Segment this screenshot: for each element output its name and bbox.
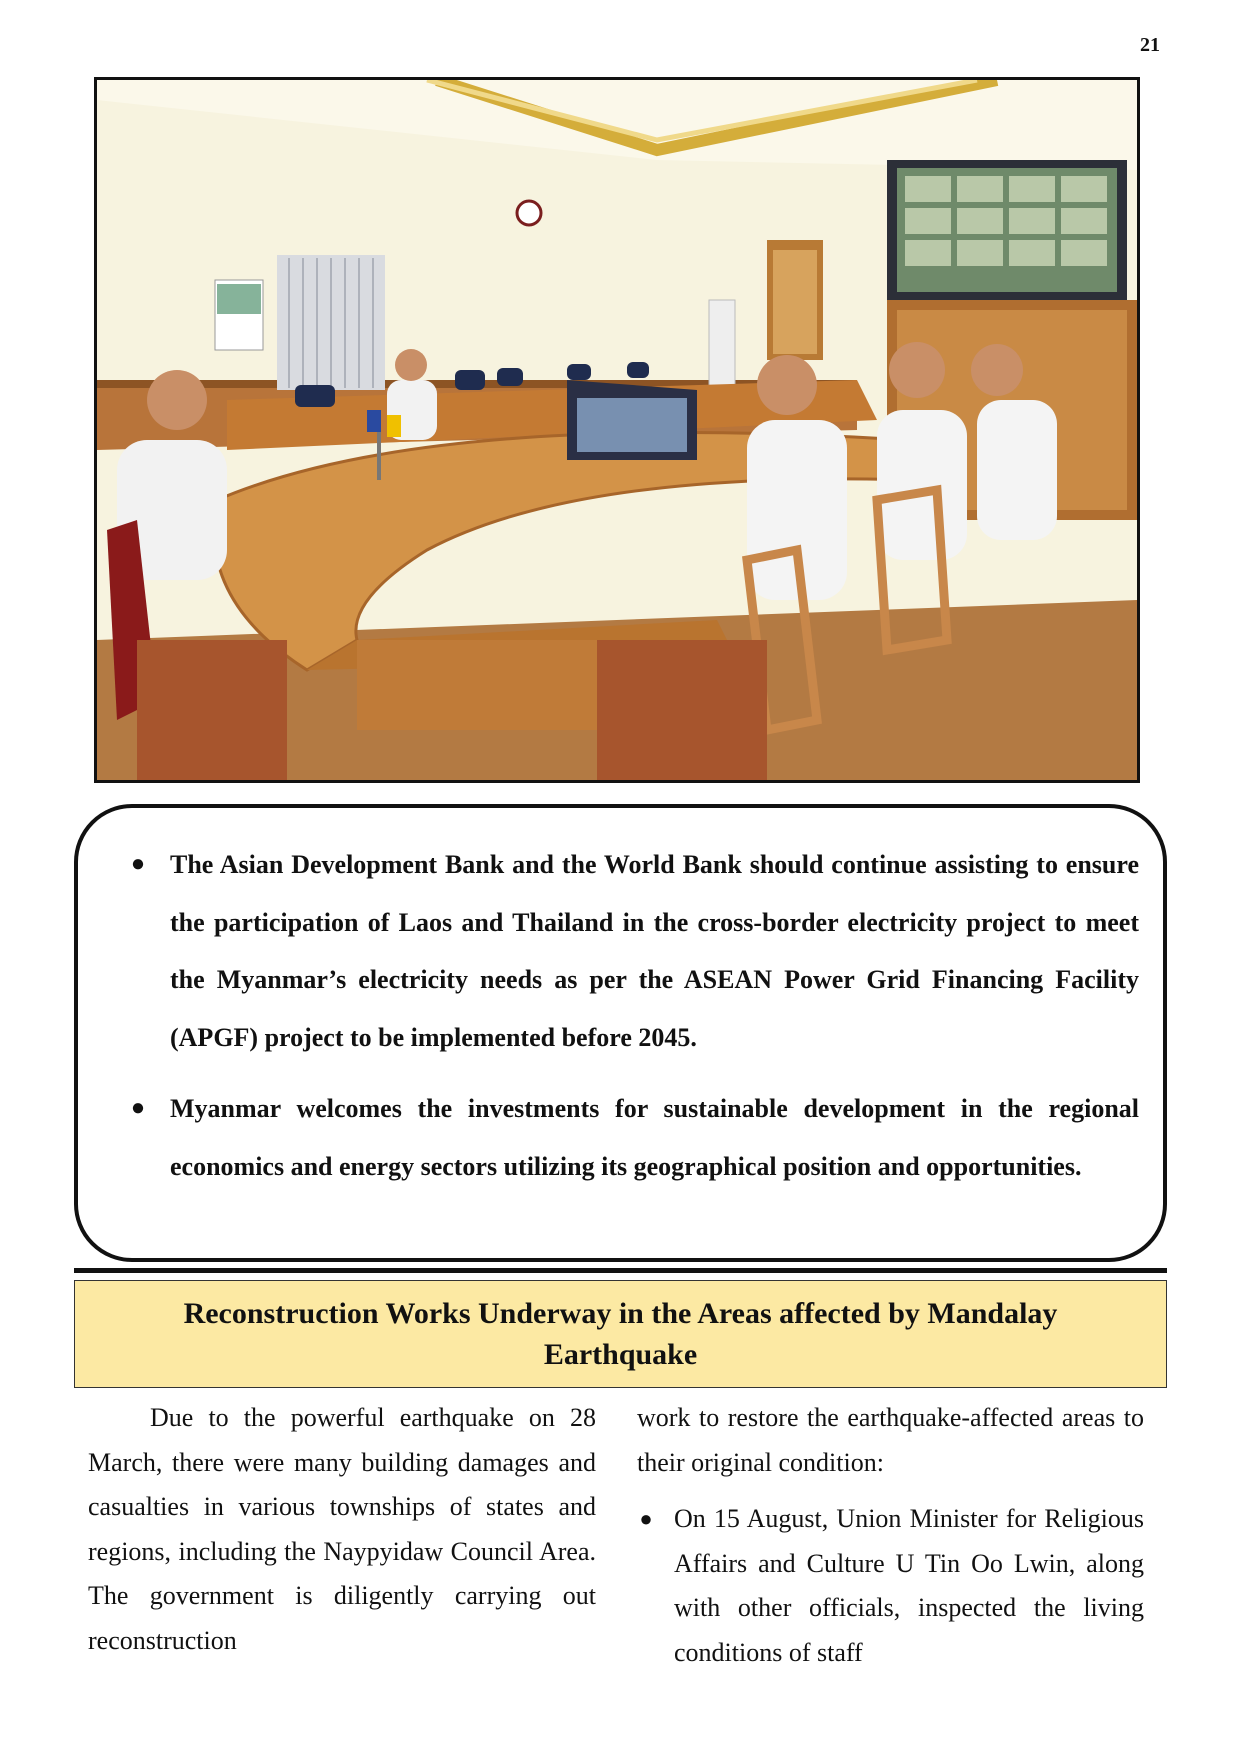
key-point-text: The Asian Development Bank and the World Bank should continue assisting to ensure the participation of Laos and Thailand in the cross-border electricity project to meet the Myanmar’s electricity needs as per the ASEAN Power Grid Financing Facility (APGF) project to be implemented before 2045. [170,850,1139,1052]
key-point [106,836,1139,1066]
bullet-icon: ● [130,851,146,877]
key-points-list [106,836,1139,1209]
key-point [106,1080,1139,1195]
bullet-icon: ● [130,1095,146,1121]
article-bullet-item [637,1497,1144,1675]
article-column-right [637,1396,1144,1676]
article-bullet-list [637,1497,1144,1675]
key-points-box [74,804,1167,1262]
section-title: Reconstruction Works Underway in the Areas affected by Mandalay Earthquake [183,1297,1058,1371]
bullet-icon: ● [639,1506,653,1532]
page-number: 21 [1140,34,1160,56]
article-column-left [88,1396,596,1664]
key-point-text: Myanmar welcomes the investments for sustainable development in the regional economics and energy sectors utilizing its geographical position and opportunities. [170,1094,1139,1181]
article-paragraph: Due to the powerful earthquake on 28 March, there were many building damages and casualties in various townships of states and regions, including the Naypyidaw Council Area. The government is diligently carrying out reconstruction [88,1403,596,1655]
article-bullet-text: On 15 August, Union Minister for Religious Affairs and Culture U Tin Oo Lwin, along with other officials, inspected the living conditions of staff [674,1504,1144,1667]
meeting-room-illustration [97,80,1137,780]
section-divider [74,1268,1167,1273]
article-paragraph-continued: work to restore the earthquake-affected areas to their original condition: [637,1403,1144,1477]
meeting-photo [94,77,1140,783]
section-title-band [74,1280,1167,1388]
